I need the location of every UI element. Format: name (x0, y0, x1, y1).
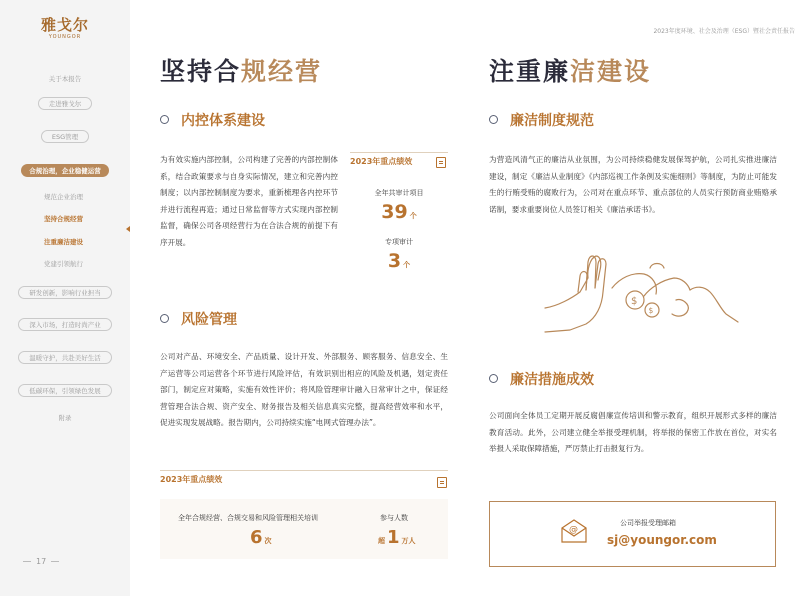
subnav-compliance[interactable]: 坚持合规经营 (44, 215, 83, 223)
kpi-value-audit-projects: 39 个 (381, 201, 417, 223)
kpi-label-audit-projects: 全年共审计项目 (374, 189, 424, 197)
circle-bullet-icon (489, 374, 498, 383)
nav-label: 低碳环保，引领绿色发展 (18, 384, 112, 397)
svg-text:@: @ (569, 525, 578, 535)
integrity-system-paragraph: 为营造风清气正的廉洁从业氛围，为公司持续稳健发展保驾护航，公司扎实推进廉洁建设，制定《廉洁从业制度》《内部巡视工作条例及实施细则》等制度，为防止可能发生的行贿受贿的腐败行为，公司对在重点环节、重点部位的人员实行预防商业贿赂承诺制，要求重要岗位人员签订相关《廉洁承诺书》。 (489, 155, 777, 214)
page-title-compliance: 坚持合规经营 (160, 57, 323, 86)
running-header: 2023年度环境、社会及治理（ESG）暨社会责任报告 (653, 28, 795, 35)
report-icon (436, 157, 446, 168)
nav-item-esg[interactable] (0, 130, 130, 143)
nav-item-green[interactable] (0, 384, 130, 397)
report-mailbox-box (489, 501, 776, 567)
kpi-value-training: 6 次 (250, 527, 272, 548)
circle-bullet-icon (160, 115, 169, 124)
circle-bullet-icon (160, 314, 169, 323)
subnav-party-building[interactable]: 党建引领航行 (44, 260, 83, 268)
kpi-label-special-audit: 专项审计 (385, 238, 413, 246)
heading-internal-control: 内控体系建设 (160, 110, 265, 130)
nav-label: 研发创新，影响行业担当 (18, 286, 112, 299)
internal-control-paragraph: 为有效实施内部控制，公司构建了完善的内部控制体系，结合政策要求与自身实际情况，建立和完善内控制度；以内部控制制度为要求，重新梳理各内控环节并进行流程再造；通过日常监督等方式实现内部控制监督，确保公司各项经营行为在合法合规的前提下有序开展。 (160, 155, 338, 247)
active-section-marker (126, 226, 130, 232)
nav-label: 关于本报告 (48, 75, 82, 83)
page-title-integrity: 注重廉洁建设 (489, 57, 652, 86)
nav-item-about-youngor[interactable] (0, 97, 130, 110)
nav-label: 走进雅戈尔 (38, 97, 93, 110)
subnav-corporate-governance[interactable]: 规范企业治理 (44, 193, 83, 201)
page-number: 17 (18, 557, 64, 566)
nav-label: 温暖守护，共赴美好生活 (18, 351, 112, 364)
logo-english: YOUNGOR (48, 34, 82, 40)
heading-risk-management: 风险管理 (160, 309, 237, 329)
report-email-link[interactable]: sj@youngor.com (607, 533, 717, 547)
integrity-measures-paragraph: 公司面向全体员工定期开展反腐倡廉宣传培训和警示教育，组织开展形式多样的廉洁教育活动。此外，公司建立健全举报受理机制，将举报的保密工作放在首位，对实名举报人采取保障措施，严厉禁止打击报复行为。 (489, 411, 777, 453)
nav-item-governance[interactable] (0, 164, 130, 177)
nav-label: 深入市场，打造时尚产业 (18, 318, 112, 331)
svg-text:$: $ (648, 306, 654, 315)
kpi-label-participants: 参与人数 (380, 514, 408, 522)
nav-item-appendix[interactable] (0, 413, 130, 422)
heading-integrity-system: 廉洁制度规范 (489, 110, 594, 130)
reject-bribe-hands-illustration (540, 248, 740, 343)
kpi-box-risk (160, 470, 448, 558)
logo-chinese: 雅戈尔 (40, 16, 89, 34)
mailbox-label: 公司举报受理邮箱 (620, 519, 676, 527)
mail-at-icon (560, 518, 588, 544)
circle-bullet-icon (489, 115, 498, 124)
kpi-value-special-audit: 3 个 (387, 250, 411, 272)
nav-item-care[interactable] (0, 351, 130, 364)
kpi-box-internal-control (350, 152, 448, 270)
nav-item-market[interactable] (0, 318, 130, 331)
kpi-title: 2023年重点绩效 (160, 475, 223, 484)
nav-label: 附录 (58, 414, 72, 422)
nav-label: 合规治理，企业稳健运营 (21, 164, 109, 177)
nav-label: ESG管理 (41, 130, 89, 143)
kpi-label-training: 全年合规经营、合规交易和风险管理相关培训 (178, 514, 318, 522)
subnav-integrity[interactable]: 注重廉洁建设 (44, 238, 83, 246)
svg-text:$: $ (631, 296, 638, 307)
nav-item-innovation[interactable] (0, 286, 130, 299)
kpi-value-participants: 超 1 万人 (378, 527, 416, 548)
nav-item-about-report[interactable] (0, 74, 130, 83)
sidebar-nav (0, 0, 130, 596)
kpi-title: 2023年重点绩效 (350, 157, 413, 166)
report-icon (437, 477, 447, 488)
company-logo[interactable] (0, 14, 130, 40)
heading-integrity-measures: 廉洁措施成效 (489, 369, 594, 389)
risk-management-paragraph: 公司对产品、环境安全、产品质量、设计开发、外部服务、顾客服务、信息安全、生产运营等公司运营各个环节进行风险评估，有效识别出相应的风险及机遇，划定责任部门，制定应对策略，实施有效性评价；将风险管理审计融入日常审计之中，保证经营管理合法合规、资产安全、财务报告及相关信息真实完整，提高经营效率和水平，促进实现发展战略。报告期内，公司持续实施“电网式管理办法”。 (160, 352, 448, 427)
